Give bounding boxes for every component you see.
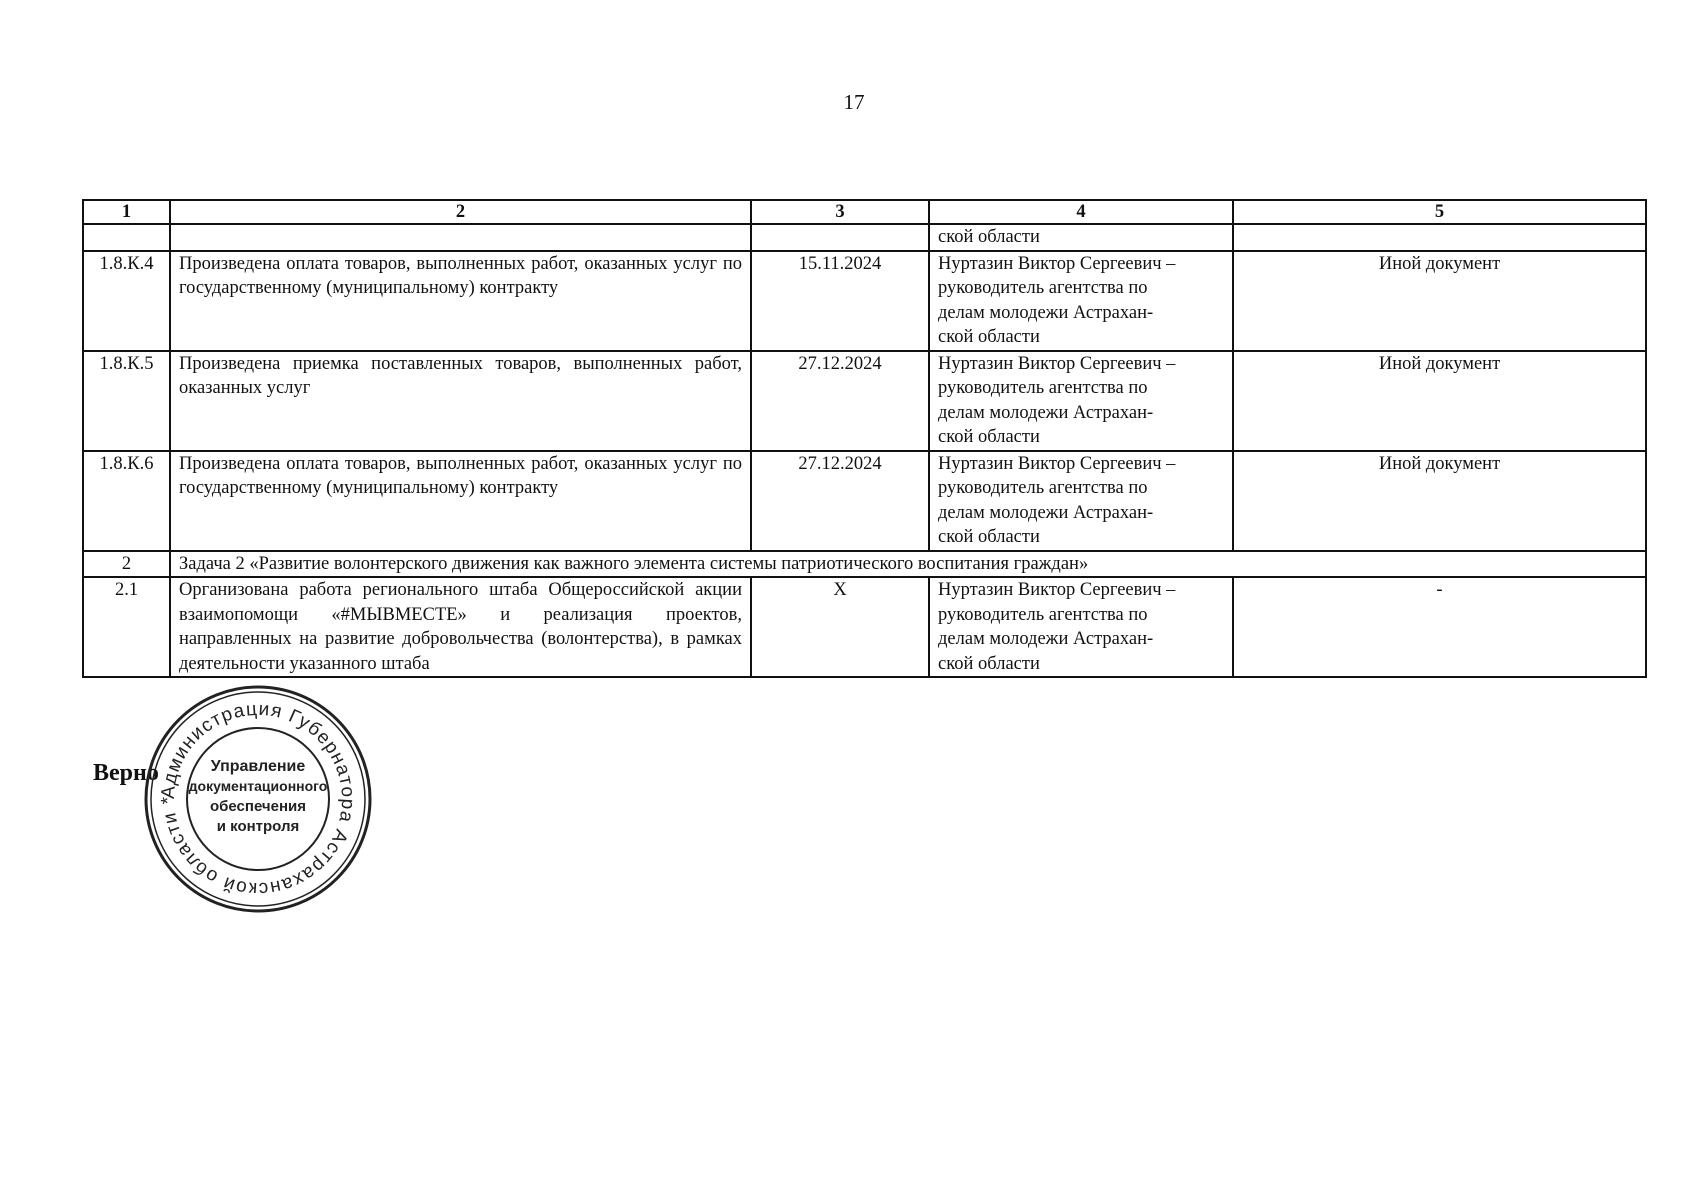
responsible-line: делам молодежи Астрахан- bbox=[938, 502, 1154, 523]
verno-label: Верно bbox=[93, 760, 159, 786]
task-number: 2 bbox=[83, 551, 170, 578]
responsible-line: руководитель агентства по bbox=[938, 378, 1148, 398]
stamp-center-line: документационного bbox=[188, 778, 328, 794]
responsible-line: ской области bbox=[938, 427, 1040, 447]
page-number: 17 bbox=[843, 90, 865, 114]
event-description: Организована работа регионального штаба Общероссийской акции взаимопомощи «#МЫВМЕСТЕ» и реализация проектов, направленных на развитие добровольчества (волонтерства), в рамках деятельности указанного штаба bbox=[170, 577, 751, 677]
event-description: Произведена оплата товаров, выполненных работ, оказанных услуг по государственному (муниципальному) контракту bbox=[170, 451, 751, 551]
table-header-row bbox=[83, 200, 1646, 224]
responsible-line: Нуртазин Виктор Сергеевич – bbox=[938, 453, 1176, 474]
responsible-line: ской области bbox=[938, 327, 1040, 347]
table-row bbox=[83, 251, 1646, 351]
event-description: Произведена приемка поставленных товаров, выполненных работ, оказанных услуг bbox=[170, 351, 751, 451]
responsible-line: Нуртазин Виктор Сергеевич – bbox=[938, 580, 1176, 600]
column-header: 2 bbox=[170, 200, 751, 224]
report-table bbox=[82, 199, 1647, 678]
responsible-line: ской области bbox=[938, 527, 1040, 547]
document-type: Иной документ bbox=[1233, 451, 1646, 551]
responsible-cell bbox=[929, 351, 1233, 451]
stamp-center-line: и контроля bbox=[216, 818, 300, 835]
stamp-center-line: обеспечения bbox=[209, 798, 307, 815]
document-type: - bbox=[1233, 577, 1646, 677]
responsible-line: руководитель агентства по bbox=[938, 478, 1148, 498]
row-number: 1.8.К.4 bbox=[83, 251, 170, 351]
continuation-row bbox=[83, 224, 1646, 251]
column-header: 3 bbox=[751, 200, 929, 224]
responsible-line: делам молодежи Астрахан- bbox=[938, 629, 1154, 649]
event-date: 27.12.2024 bbox=[751, 451, 929, 551]
responsible-cell: ской области bbox=[929, 224, 1233, 251]
document-type: Иной документ bbox=[1233, 251, 1646, 351]
responsible-line: ской области bbox=[938, 653, 1040, 674]
table-row bbox=[83, 351, 1646, 451]
responsible-line: руководитель агентства по bbox=[938, 604, 1148, 625]
stamp-center-line: Управление bbox=[210, 758, 306, 775]
row-number: 2.1 bbox=[83, 577, 170, 677]
responsible-line: делам молодежи Астрахан- bbox=[938, 302, 1154, 323]
table-row bbox=[83, 451, 1646, 551]
event-date: 27.12.2024 bbox=[751, 351, 929, 451]
task-row bbox=[83, 551, 1646, 578]
table-row bbox=[83, 577, 1646, 677]
column-header: 4 bbox=[929, 200, 1233, 224]
event-description: Произведена оплата товаров, выполненных работ, оказанных услуг по государственному (муниципальному) контракту bbox=[170, 251, 751, 351]
responsible-line: Нуртазин Виктор Сергеевич – bbox=[938, 353, 1176, 374]
row-number: 1.8.К.6 bbox=[83, 451, 170, 551]
column-header: 1 bbox=[83, 200, 170, 224]
event-date: 15.11.2024 bbox=[751, 251, 929, 351]
responsible-cell bbox=[929, 251, 1233, 351]
document-type: Иной документ bbox=[1233, 351, 1646, 451]
official-stamp bbox=[142, 683, 374, 915]
responsible-line: делам молодежи Астрахан- bbox=[938, 402, 1154, 423]
responsible-line: Нуртазин Виктор Сергеевич – bbox=[938, 253, 1176, 274]
responsible-line: руководитель агентства по bbox=[938, 278, 1148, 298]
row-number: 1.8.К.5 bbox=[83, 351, 170, 451]
task-title: Задача 2 «Развитие волонтерского движения как важного элемента системы патриотического воспитания граждан» bbox=[170, 551, 1646, 578]
event-date: Х bbox=[751, 577, 929, 677]
column-header: 5 bbox=[1233, 200, 1646, 224]
stamp-ring-text: Администрация Губернатора Астраханской области * bbox=[157, 698, 359, 900]
responsible-cell bbox=[929, 577, 1233, 677]
responsible-cell bbox=[929, 451, 1233, 551]
